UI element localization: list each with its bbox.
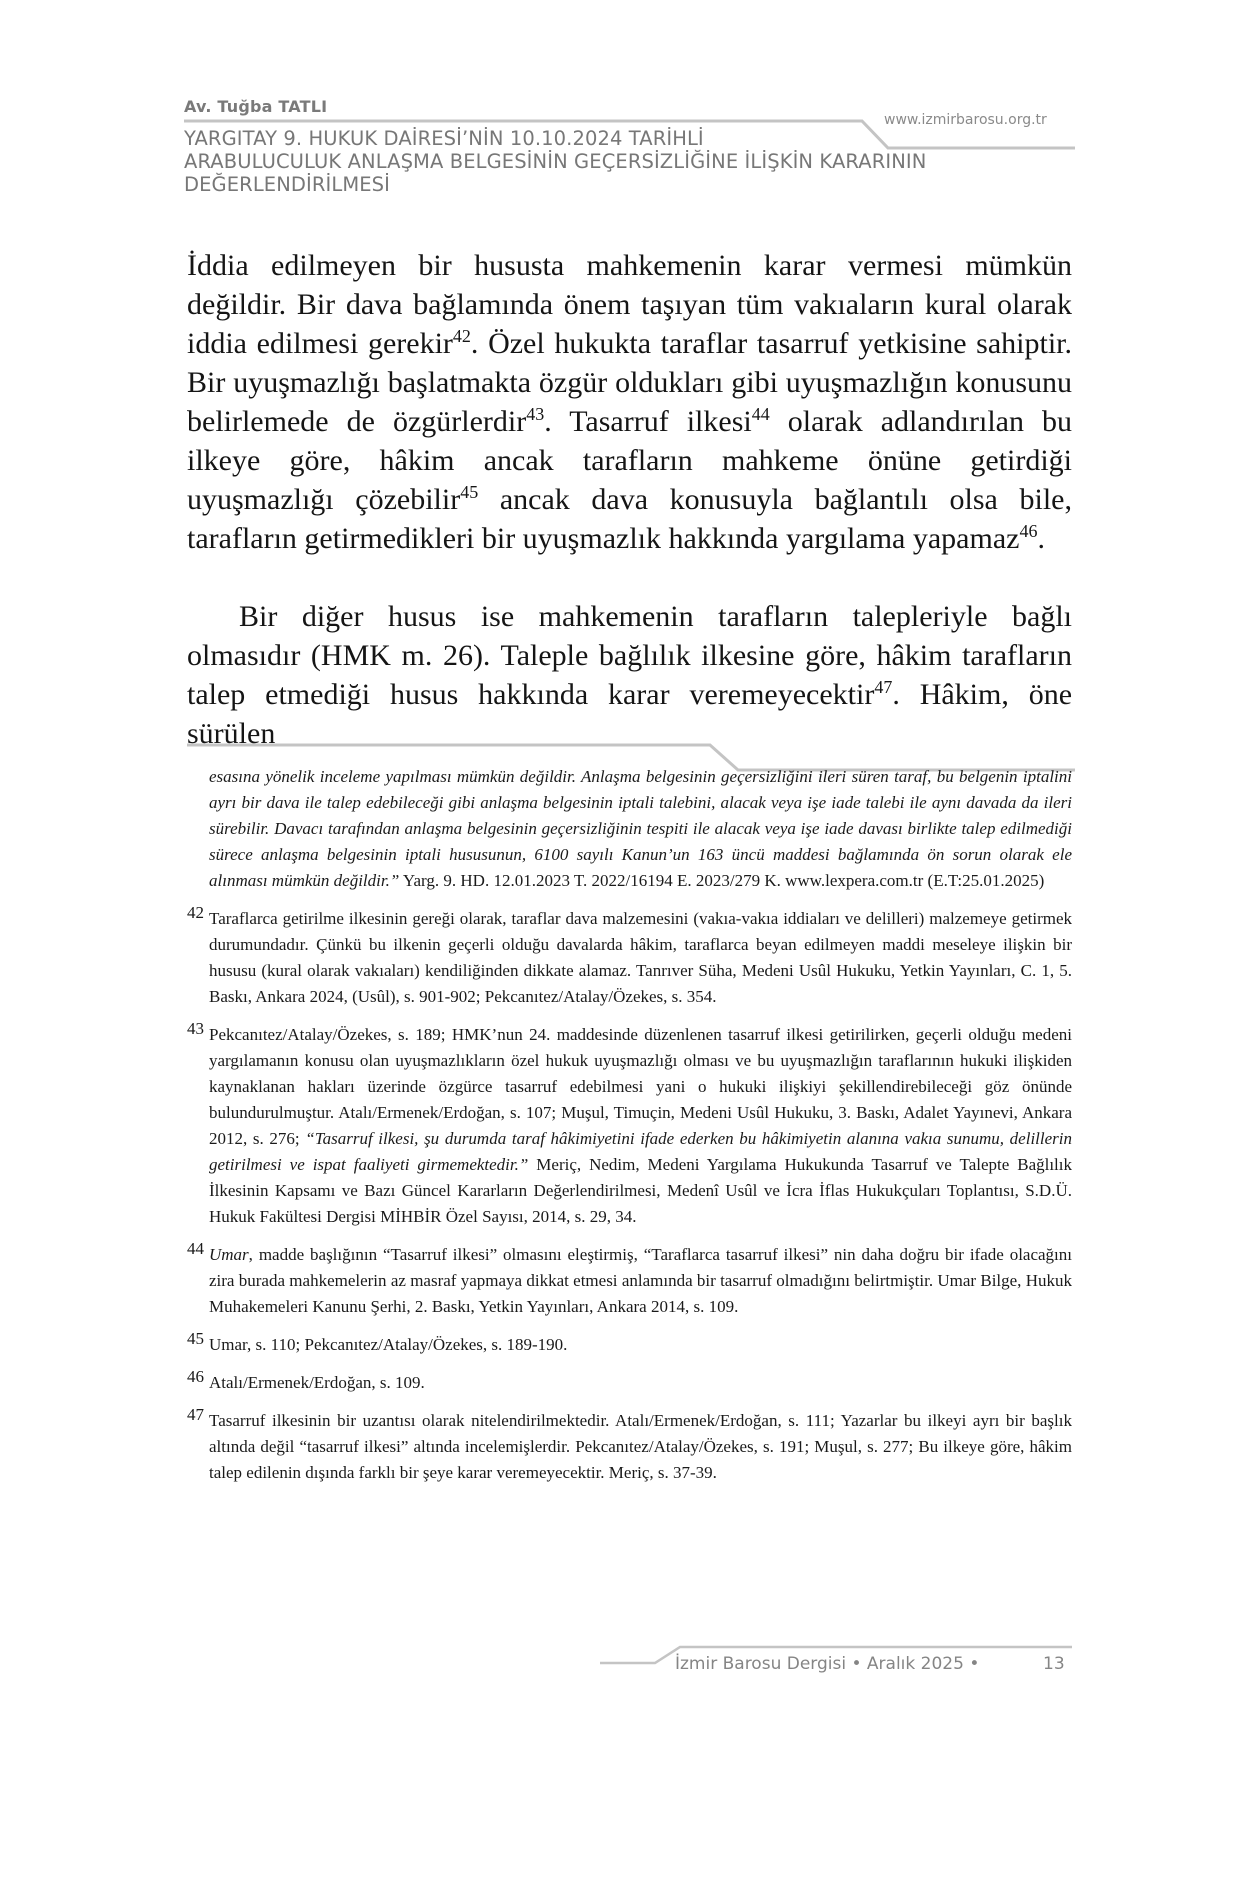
page-number: 13: [1043, 1654, 1065, 1674]
author-name: Av. Tuğba TATLI: [184, 97, 328, 116]
footnote-text: Taraflarca getirilme ilkesinin gereği olarak, taraflar dava malzemesini (vakıa-vakıa iddiaları ve delilleri) malzemeye getirmek durumundadır. Çünkü bu ilkenin geçerli olduğu davalarda hâkim, taraflarca beyan edilmeyen maddi meseleye ilişkin bir hususu (kural olarak vakıaları) kendiliğinden dikkate alamaz. Tanrıver Süha, Medeni Usûl Hukuku, Yetkin Yayınları, C. 1, 5. Baskı, Ankara 2024, (Usûl), s. 901-902; Pekcanıtez/Atalay/Özekes, s. 354.: [209, 909, 1072, 1006]
text-run: İddia edilmeyen bir hususta mahkemenin karar vermesi mümkün değildir. Bir dava bağlamında önem taşıyan tüm vakıaların kural olarak iddia edilmesi gerekir: [187, 249, 1072, 360]
footnote-text: Umar, s. 110; Pekcanıtez/Atalay/Özekes, s. 189-190.: [209, 1335, 568, 1354]
text-run: Bir diğer husus ise mahkemenin tarafların talepleriyle bağlı olmasıdır (HMK m. 26). Taleple bağlılık ilkesine göre, hâkim tarafların talep etmediği husus hakkında karar veremeyecektir: [187, 600, 1072, 711]
footnote-ref-45: 45: [460, 482, 479, 502]
footnote-ref-43: 43: [526, 404, 545, 424]
footnote-number: 47: [187, 1405, 204, 1424]
text-run: . Hâkim, öne sürülen: [187, 678, 1073, 750]
text-run: .: [1037, 522, 1045, 555]
text-run: ancak dava konusuyla bağlantılı olsa bile, tarafların getirmedikleri bir uyuşmazlık hakkında yargılama yapamaz: [187, 483, 1072, 555]
text-run: . Tasarruf ilkesi: [544, 405, 752, 438]
footnote-text: Atalı/Ermenek/Erdoğan, s. 109.: [209, 1373, 425, 1392]
footnote-text: Tasarruf ilkesinin bir uzantısı olarak nitelendirilmektedir. Atalı/Ermenek/Erdoğan, s. 111; Yazarlar bu ilkeyi ayrı bir başlık altında değil “tasarruf ilkesi” altında incelemişlerdir. Pekcanıtez/Atalay/Özekes, s. 191; Muşul, s. 277; Bu ilkeye göre, hâkim talep edilenin dışında farklı bir şeye karar veremeyecektir. Meriç, s. 37-39.: [209, 1411, 1072, 1482]
article-title-line: YARGITAY 9. HUKUK DAİRESİ’NİN 10.10.2024 TARİHLİ: [184, 127, 704, 150]
article-title-line: ARABULUCULUK ANLAŞMA BELGESİNİN GEÇERSİZLİĞİNE İLİŞKİN KARARININ: [184, 150, 927, 173]
footnote-text: Pekcanıtez/Atalay/Özekes, s. 189; HMK’nun 24. maddesinde düzenlenen tasarruf ilkesi getirilirken, geçerli olduğu medeni yargılamanın konusu olan uyuşmazlıkların özel hukuk uyuşmazlığı olması ve bu uyuşmazlığın taraflarının hukuki ilişkiden kaynaklanan hakları üzerinde özgürce tasarruf edebilmesi yani o hukuki ilişkiyi şekillendirebileceği göz önünde bulundurulmuştur. Atalı/Ermenek/Erdoğan, s. 107; Muşul, Timuçin, Medeni Usûl Hukuku, 3. Baskı, Adalet Yayınevi, Ankara 2012, s. 276;: [209, 1025, 1072, 1148]
footnote-number: 45: [187, 1329, 204, 1348]
site-url: www.izmirbarosu.org.tr: [884, 112, 1047, 128]
article-title-line: DEĞERLENDİRİLMESİ: [184, 173, 390, 196]
footnote-text: esasına yönelik inceleme yapılması mümkün değildir. Anlaşma belgesinin geçersizliğini ileri süren taraf, bu belgenin iptalini ayrı bir dava ile talep edebileceği gibi anlaşma belgesinin iptali talebini, alacak veya işe iade talebi ile aynı davada da ileri sürebilir. Davacı tarafından anlaşma belgesinin geçersizliğinin tespiti ile alacak veya işe iade davası birlikte talep edilmediği sürece anlaşma belgesinin iptali hususunun, 6100 sayılı Kanun’un 163 üncü maddesi bağlamında ön sorun olarak ele alınması mümkün değildir.”: [209, 767, 1072, 890]
footnote-ref-46: 46: [1019, 521, 1038, 541]
text-run: olarak adlandırılan bu ilkeye göre, hâkim ancak tarafların mahkeme önüne getirdiği uyuşmazlığı çözebilir: [187, 405, 1072, 516]
footnote-text: Yarg. 9. HD. 12.01.2023 T. 2022/16194 E. 2023/279 K. www.lexpera.com.tr (E.T:25.01.2025): [399, 871, 1045, 890]
text-run: . Özel hukukta taraflar tasarruf yetkisine sahiptir. Bir uyuşmazlığı başlatmakta özgür oldukları gibi uyuşmazlığın konusunu belirlemede de özgürlerdir: [187, 327, 1072, 438]
footnote-ref-47: 47: [874, 677, 893, 697]
footnote-number: 42: [187, 903, 204, 922]
footnote-text: Meriç, Nedim, Medeni Yargılama Hukukunda Tasarruf ve Talepte Bağlılık İlkesinin Kapsamı ve Bazı Güncel Kararların Değerlendirilmesi, Medenî Usûl ve İcra İflas Hukukçuları Toplantısı, S.D.Ü. Hukuk Fakültesi Dergisi MİHBİR Özel Sayısı, 2014, s. 29, 34.: [209, 1155, 1073, 1226]
footnote-ref-44: 44: [751, 404, 770, 424]
footnote-number: 46: [187, 1367, 204, 1386]
footnote-number: 43: [187, 1019, 204, 1038]
footnote-text: , madde başlığının “Tasarruf ilkesi” olmasını eleştirmiş, “Taraflarca tasarruf ilkesi” nin daha doğru bir ifade olacağını zira burada mahkemelerin az masraf yapmaya dikkat etmesi anlamında bir tasarruf olmadığını belirtmiştir. Umar Bilge, Hukuk Muhakemeleri Kanunu Şerhi, 2. Baskı, Yetkin Yayınları, Ankara 2014, s. 109.: [209, 1245, 1072, 1316]
footnote-number: 44: [187, 1239, 204, 1258]
footnote-ref-42: 42: [452, 326, 471, 346]
journal-footer: İzmir Barosu Dergisi • Aralık 2025 •: [675, 1654, 980, 1674]
footnote-author: Umar: [209, 1245, 249, 1264]
footnote-quote: “Tasarruf ilkesi, şu durumda taraf hâkimiyetini ifade ederken bu hâkimiyetin alanına vakıa sunumu, delillerin getirilmesi ve ispat faaliyeti girmemektedir.”: [209, 1129, 1072, 1174]
